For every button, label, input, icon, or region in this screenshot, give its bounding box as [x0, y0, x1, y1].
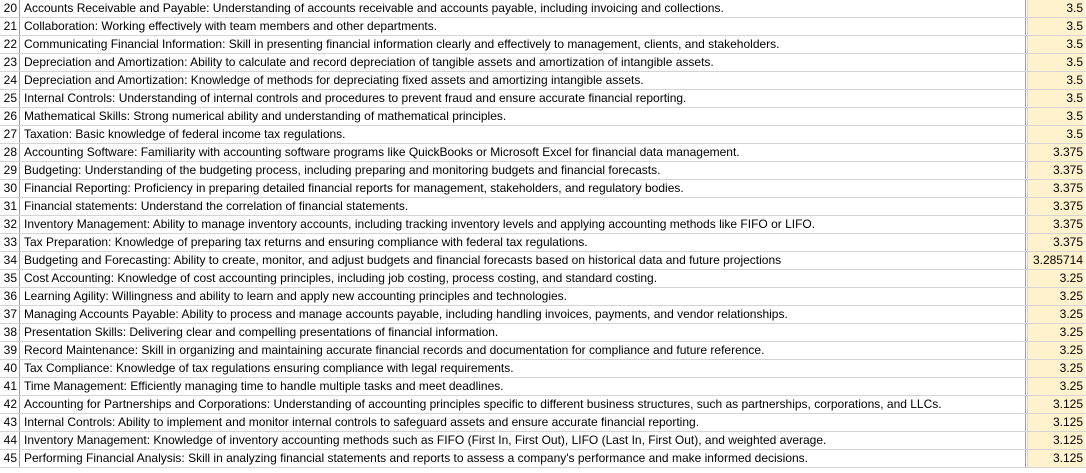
score-cell[interactable]: 3.125 [1027, 432, 1085, 449]
row-header[interactable]: 23 [0, 54, 20, 71]
score-cell[interactable]: 3.125 [1027, 396, 1085, 413]
table-row [0, 450, 1086, 468]
skill-cell[interactable]: Financial statements: Understand the correlation of financial statements. [24, 199, 409, 213]
row-header[interactable]: 42 [0, 396, 20, 413]
table-row [0, 216, 1086, 234]
score-cell[interactable]: 3.25 [1027, 324, 1085, 341]
score-cell[interactable]: 3.125 [1027, 414, 1085, 431]
skill-cell[interactable]: Accounts Receivable and Payable: Understanding of accounts receivable and accounts payable, including invoicing and collections. [24, 1, 724, 15]
row-header[interactable]: 28 [0, 144, 20, 161]
row-header[interactable]: 41 [0, 378, 20, 395]
skill-cell[interactable]: Accounting Software: Familiarity with accounting software programs like QuickBooks or Microsoft Excel for financial data management. [24, 145, 740, 159]
table-row [0, 432, 1086, 450]
row-header[interactable]: 33 [0, 234, 20, 251]
row-header[interactable]: 25 [0, 90, 20, 107]
table-row [0, 270, 1086, 288]
row-header[interactable]: 36 [0, 288, 20, 305]
score-cell[interactable]: 3.125 [1027, 450, 1085, 467]
table-row [0, 180, 1086, 198]
row-header[interactable]: 40 [0, 360, 20, 377]
table-row [0, 18, 1086, 36]
score-cell[interactable]: 3.25 [1027, 342, 1085, 359]
score-cell[interactable]: 3.5 [1027, 72, 1085, 89]
row-header[interactable]: 24 [0, 72, 20, 89]
table-row [0, 144, 1086, 162]
skill-cell[interactable]: Taxation: Basic knowledge of federal income tax regulations. [24, 127, 346, 141]
score-cell[interactable]: 3.25 [1027, 270, 1085, 287]
table-row [0, 54, 1086, 72]
table-row [0, 342, 1086, 360]
score-cell[interactable]: 3.5 [1027, 126, 1085, 143]
skill-cell[interactable]: Inventory Management: Knowledge of inventory accounting methods such as FIFO (First In, First Out), LIFO (Last In, First Out), and weighted average. [24, 433, 827, 447]
score-cell[interactable]: 3.5 [1027, 54, 1085, 71]
row-header[interactable]: 38 [0, 324, 20, 341]
score-cell[interactable]: 3.5 [1027, 18, 1085, 35]
row-header[interactable]: 21 [0, 18, 20, 35]
score-cell[interactable]: 3.375 [1027, 162, 1085, 179]
skill-cell[interactable]: Performing Financial Analysis: Skill in analyzing financial statements and reports to assess a company's performance and make informed decisions. [24, 451, 809, 465]
skill-cell[interactable]: Accounting for Partnerships and Corporations: Understanding of accounting principles specific to different business structures, such as partnerships, corporations, and LLCs. [24, 397, 942, 411]
row-header[interactable]: 43 [0, 414, 20, 431]
score-cell[interactable]: 3.375 [1027, 144, 1085, 161]
row-header[interactable]: 37 [0, 306, 20, 323]
skill-cell[interactable]: Depreciation and Amortization: Knowledge of methods for depreciating fixed assets and amortizing intangible assets. [24, 73, 644, 87]
table-row [0, 288, 1086, 306]
table-row [0, 378, 1086, 396]
skill-cell[interactable]: Learning Agility: Willingness and ability to learn and apply new accounting principles and technologies. [24, 289, 567, 303]
row-header[interactable]: 45 [0, 450, 20, 467]
skill-cell[interactable]: Budgeting: Understanding of the budgeting process, including preparing and monitoring budgets and financial forecasts. [24, 163, 661, 177]
table-row [0, 108, 1086, 126]
skill-cell[interactable]: Managing Accounts Payable: Ability to process and manage accounts payable, including handling invoices, payments, and vendor relationships. [24, 307, 788, 321]
score-cell[interactable]: 3.375 [1027, 180, 1085, 197]
skill-cell[interactable]: Record Maintenance: Skill in organizing and maintaining accurate financial records and documentation for compliance and future reference. [24, 343, 765, 357]
row-header[interactable]: 39 [0, 342, 20, 359]
skill-cell[interactable]: Time Management: Efficiently managing time to handle multiple tasks and meet deadlines. [24, 379, 504, 393]
row-header[interactable]: 27 [0, 126, 20, 143]
skill-cell[interactable]: Financial Reporting: Proficiency in preparing detailed financial reports for management, stakeholders, and regulatory bodies. [24, 181, 684, 195]
row-header[interactable]: 20 [0, 0, 20, 17]
skill-cell[interactable]: Budgeting and Forecasting: Ability to create, monitor, and adjust budgets and financial forecasts based on historical data and future projections [24, 253, 782, 267]
table-row [0, 0, 1086, 18]
skill-cell[interactable]: Presentation Skills: Delivering clear and compelling presentations of financial information. [24, 325, 499, 339]
table-row [0, 36, 1086, 54]
score-cell[interactable]: 3.5 [1027, 36, 1085, 53]
skill-cell[interactable]: Tax Preparation: Knowledge of preparing tax returns and ensuring compliance with federal tax regulations. [24, 235, 588, 249]
table-row [0, 234, 1086, 252]
table-row [0, 198, 1086, 216]
score-cell[interactable]: 3.285714 [1027, 252, 1085, 269]
row-header[interactable]: 31 [0, 198, 20, 215]
skill-cell[interactable]: Internal Controls: Understanding of internal controls and procedures to prevent fraud and ensure accurate financial reporting. [24, 91, 687, 105]
skill-cell[interactable]: Collaboration: Working effectively with team members and other departments. [24, 19, 438, 33]
row-header[interactable]: 44 [0, 432, 20, 449]
table-row [0, 252, 1086, 270]
row-header[interactable]: 22 [0, 36, 20, 53]
skill-cell[interactable]: Tax Compliance: Knowledge of tax regulations ensuring compliance with legal requirements. [24, 361, 514, 375]
skill-cell[interactable]: Communicating Financial Information: Skill in presenting financial information clearly and effectively to management, clients, and stakeholders. [24, 37, 780, 51]
table-row [0, 90, 1086, 108]
skill-cell[interactable]: Cost Accounting: Knowledge of cost accounting principles, including job costing, process costing, and standard costing. [24, 271, 658, 285]
score-cell[interactable]: 3.5 [1027, 0, 1085, 17]
table-row [0, 396, 1086, 414]
table-row [0, 324, 1086, 342]
score-cell[interactable]: 3.375 [1027, 198, 1085, 215]
table-row [0, 162, 1086, 180]
row-header[interactable]: 26 [0, 108, 20, 125]
skill-cell[interactable]: Internal Controls: Ability to implement and monitor internal controls to safeguard assets and ensure accurate financial reporting. [24, 415, 700, 429]
table-row [0, 72, 1086, 90]
skill-cell[interactable]: Depreciation and Amortization: Ability to calculate and record depreciation of tangible assets and amortization of intangible assets. [24, 55, 714, 69]
score-cell[interactable]: 3.5 [1027, 90, 1085, 107]
score-cell[interactable]: 3.25 [1027, 288, 1085, 305]
score-cell[interactable]: 3.375 [1027, 216, 1085, 233]
row-header[interactable]: 30 [0, 180, 20, 197]
table-row [0, 126, 1086, 144]
skill-cell[interactable]: Mathematical Skills: Strong numerical ability and understanding of mathematical principles. [24, 109, 507, 123]
table-row [0, 360, 1086, 378]
row-header[interactable]: 35 [0, 270, 20, 287]
score-cell[interactable]: 3.25 [1027, 360, 1085, 377]
row-header[interactable]: 32 [0, 216, 20, 233]
score-cell[interactable]: 3.25 [1027, 378, 1085, 395]
table-row [0, 414, 1086, 432]
table-row [0, 306, 1086, 324]
skill-cell[interactable]: Inventory Management: Ability to manage inventory accounts, including tracking inventory levels and applying accounting methods like FIFO or LIFO. [24, 217, 816, 231]
score-cell[interactable]: 3.375 [1027, 234, 1085, 251]
score-cell[interactable]: 3.25 [1027, 306, 1085, 323]
row-header[interactable]: 29 [0, 162, 20, 179]
row-header[interactable]: 34 [0, 252, 20, 269]
score-cell[interactable]: 3.5 [1027, 108, 1085, 125]
